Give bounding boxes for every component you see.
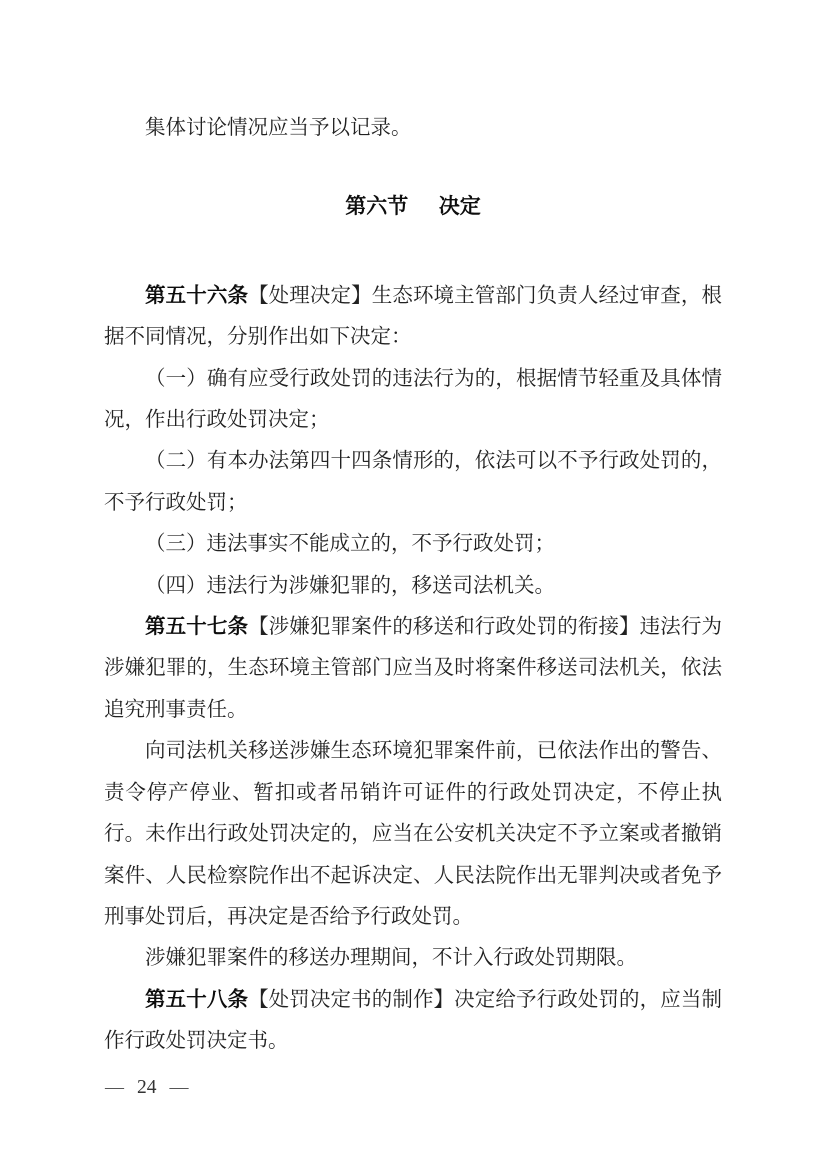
paragraph	[104, 276, 722, 359]
paragraph	[104, 607, 722, 731]
paragraph	[104, 980, 722, 1063]
text-segment: 集体讨论情况应当予以记录。	[145, 117, 412, 139]
page-footer	[105, 1077, 189, 1099]
paragraph	[104, 566, 722, 607]
paragraph	[104, 108, 722, 149]
paragraph	[104, 441, 722, 524]
document-body	[104, 108, 722, 1063]
footer-dash-right: —	[169, 1077, 189, 1098]
bold-text-segment: 第五十六条	[145, 284, 249, 307]
paragraph	[104, 359, 722, 442]
bold-text-segment: 第五十七条	[145, 616, 249, 639]
text-segment: 涉嫌犯罪案件的移送办理期间，不计入行政处罚期限。	[145, 947, 637, 970]
text-segment: （一）确有应受行政处罚的违法行为的，根据情节轻重及具体情况，作出行政处罚决定；	[104, 367, 722, 432]
page-number: 24	[137, 1077, 157, 1098]
section-heading	[104, 186, 722, 227]
text-segment: 向司法机关移送涉嫌生态环境犯罪案件前，已依法作出的警告、责令停产停业、暂扣或者吊销许可证件的行政处罚决定，不停止执行。未作出行政处罚决定的，应当在公安机关决定不予立案或者撤销案件、人民检察院作出不起诉决定、人民法院作出无罪判决或者免予刑事处罚后，再决定是否给予行政处罚。	[104, 740, 722, 928]
bold-text-segment: 决定	[438, 194, 481, 219]
text-segment: 【处理决定】生态环境主管部门负责人经过审查，根据不同情况，分别作出如下决定：	[104, 284, 723, 349]
text-segment: 【涉嫌犯罪案件的移送和行政处罚的衔接】违法行为涉嫌犯罪的，生态环境主管部门应当及时将案件移送司法机关，依法追究刑事责任。	[104, 616, 723, 721]
paragraph	[104, 731, 722, 938]
text-segment: （二）有本办法第四十四条情形的，依法可以不予行政处罚的，不予行政处罚；	[104, 450, 722, 514]
text-segment: 【处罚决定书的制作】决定给予行政处罚的，应当制作行政处罚决定书。	[104, 988, 723, 1053]
text-segment: （三）违法事实不能成立的，不予行政处罚；	[145, 533, 555, 556]
paragraph	[104, 524, 722, 565]
bold-text-segment: 第五十八条	[145, 988, 249, 1011]
paragraph	[104, 938, 722, 979]
footer-dash-left: —	[105, 1077, 124, 1098]
bold-text-segment: 第六节	[345, 194, 409, 219]
text-segment: （四）违法行为涉嫌犯罪的，移送司法机关。	[145, 574, 555, 597]
